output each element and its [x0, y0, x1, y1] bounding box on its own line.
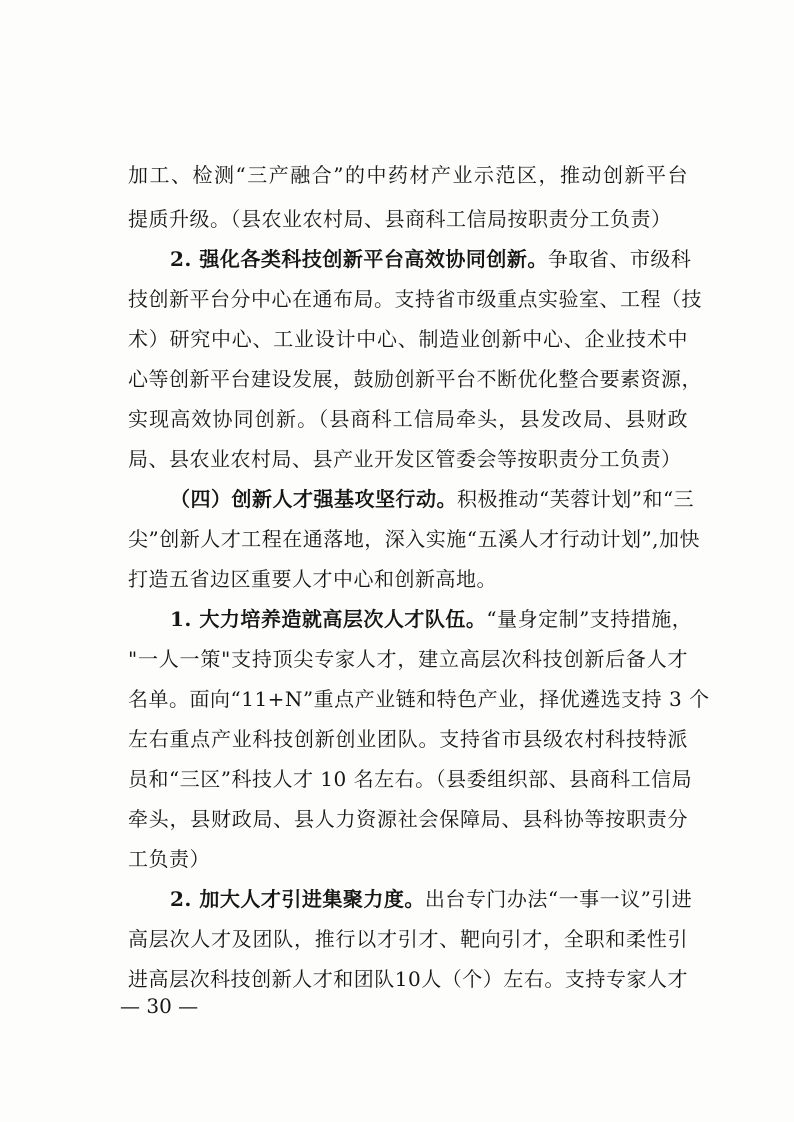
body-line	[128, 965, 688, 993]
line-text: 积极推动“芙蓉计划”和“三	[457, 487, 695, 511]
body-line	[128, 205, 688, 233]
line-text: 争取省、市级科	[547, 247, 692, 271]
section-heading: （四）创新人才强基攻坚行动。	[170, 487, 457, 511]
line-text: 加工、检测“三产融合”的中药材产业示范区，推动创新平台	[128, 163, 688, 187]
line-text: 打造五省边区重要人才中心和创新高地。	[128, 567, 497, 591]
section-heading: 2. 强化各类科技创新平台高效协同创新。	[170, 247, 548, 271]
line-text: 名单。面向“11+N”重点产业链和特色产业，择优遴选支持 3 个	[128, 687, 710, 711]
body-line	[128, 161, 688, 189]
body-line	[128, 845, 688, 873]
line-text: 心等创新平台建设发展，鼓励创新平台不断优化整合要素资源，	[128, 367, 702, 391]
line-text: “量身定制”支持措施，	[486, 607, 693, 631]
line-text: 牵头，县财政局、县人力资源社会保障局、县科协等按职责分	[128, 807, 688, 831]
line-text: 提质升级。（县农业农村局、县商科工信局按职责分工负责）	[128, 207, 672, 231]
section-heading-line	[170, 485, 695, 513]
line-text: 高层次人才及团队，推行以才引才、靶向引才，全职和柔性引	[128, 927, 688, 951]
body-line	[128, 565, 688, 593]
line-text: 术）研究中心、工业设计中心、制造业创新中心、企业技术中	[128, 327, 688, 351]
line-text: 尖”创新人才工程在通落地，深入实施“五溪人才行动计划”,加快	[128, 527, 701, 551]
line-text: 员和“三区”科技人才 10 名左右。（县委组织部、县商科工信局	[128, 767, 693, 791]
section-heading: 2. 加大人才引进集聚力度。	[170, 887, 425, 911]
body-line	[128, 325, 688, 353]
line-text: 进高层次科技创新人才和团队10人（个）左右。支持专家人才	[128, 967, 688, 991]
line-text: 局、县农业农村局、县产业开发区管委会等按职责分工负责）	[128, 447, 682, 471]
body-line	[128, 285, 702, 313]
body-line	[128, 445, 688, 473]
body-line	[128, 805, 688, 833]
body-line	[128, 765, 693, 793]
line-text: 实现高效协同创新。（县商科工信局牵头，县发改局、县财政	[128, 407, 688, 431]
body-line	[128, 725, 688, 753]
line-text: 左右重点产业科技创新创业团队。支持省市县级农村科技特派	[128, 727, 688, 751]
body-line	[128, 925, 688, 953]
body-line	[128, 405, 688, 433]
line-text: 技创新平台分中心在通布局。支持省市级重点实验室、工程（技	[128, 287, 702, 311]
body-line	[128, 365, 702, 393]
section-heading-line	[170, 605, 693, 633]
body-line	[128, 525, 701, 553]
section-heading: 1. 大力培养造就高层次人才队伍。	[170, 607, 487, 631]
body-line	[128, 645, 688, 673]
section-heading-line	[170, 245, 692, 273]
line-text: 出台专门办法“一事一议”引进	[424, 887, 693, 911]
line-text: "一人一策"支持顶尖专家人才，建立高层次科技创新后备人才	[128, 647, 688, 671]
section-heading-line	[170, 885, 693, 913]
page-number: — 30 —	[120, 994, 199, 1018]
line-text: 工负责）	[128, 847, 210, 871]
body-line	[128, 685, 710, 713]
